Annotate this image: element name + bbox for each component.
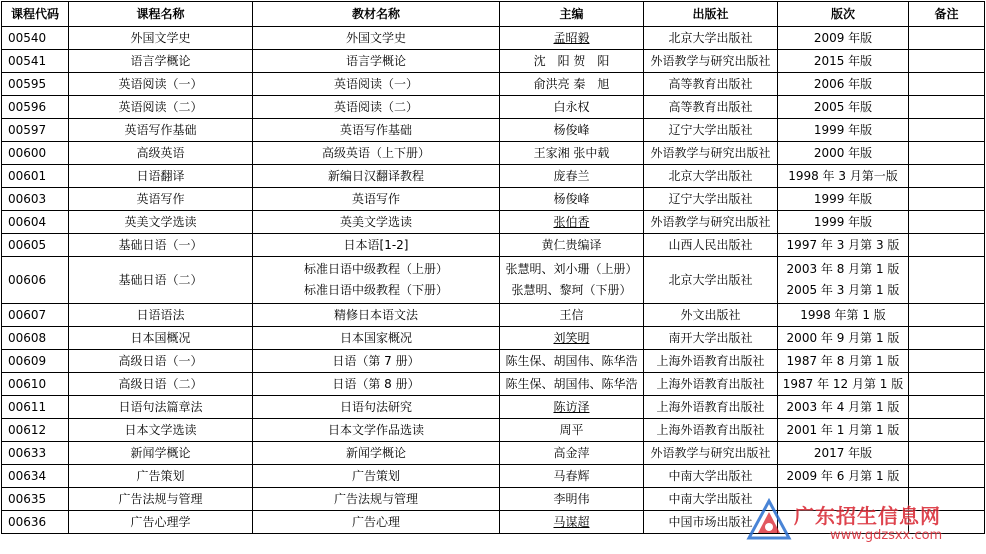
cell-edition: 2006 年版 bbox=[778, 73, 909, 96]
cell-code: 00595 bbox=[2, 73, 69, 96]
cell-code: 00604 bbox=[2, 211, 69, 234]
cell-note bbox=[909, 396, 985, 419]
cell-code: 00600 bbox=[2, 142, 69, 165]
table-row bbox=[2, 142, 985, 165]
editor-link[interactable]: 孟昭毅 bbox=[553, 30, 590, 45]
cell-course: 日语句法篇章法 bbox=[69, 396, 253, 419]
cell-note bbox=[909, 96, 985, 119]
cell-editor: 李明伟 bbox=[500, 488, 644, 511]
cell-publisher: 上海外语教育出版社 bbox=[644, 396, 778, 419]
cell-publisher: 南开大学出版社 bbox=[644, 327, 778, 350]
cell-note bbox=[909, 442, 985, 465]
cell-editor: 王信 bbox=[500, 304, 644, 327]
cell-course: 日语语法 bbox=[69, 304, 253, 327]
cell-note bbox=[909, 465, 985, 488]
cell-code: 00607 bbox=[2, 304, 69, 327]
cell-note bbox=[909, 73, 985, 96]
cell-publisher: 中南大学出版社 bbox=[644, 465, 778, 488]
cell-course: 英语写作 bbox=[69, 188, 253, 211]
cell-note bbox=[909, 119, 985, 142]
cell-book: 日语句法研究 bbox=[253, 396, 500, 419]
cell-code: 00636 bbox=[2, 511, 69, 534]
cell-editor bbox=[500, 211, 644, 234]
cell-course: 广告策划 bbox=[69, 465, 253, 488]
cell-editor: 陈生保、胡国伟、陈华浩 bbox=[500, 373, 644, 396]
cell-publisher: 山西人民出版社 bbox=[644, 234, 778, 257]
editor-link[interactable]: 张伯香 bbox=[553, 214, 590, 229]
cell-note bbox=[909, 488, 985, 511]
edition-line: 2003 年 8 月第 1 版 bbox=[786, 262, 900, 276]
cell-code: 00635 bbox=[2, 488, 69, 511]
cell-edition bbox=[778, 257, 909, 304]
cell-publisher: 北京大学出版社 bbox=[644, 165, 778, 188]
cell-code: 00633 bbox=[2, 442, 69, 465]
cell-course: 基础日语（一） bbox=[69, 234, 253, 257]
cell-publisher: 外语教学与研究出版社 bbox=[644, 50, 778, 73]
cell-course: 基础日语（二） bbox=[69, 257, 253, 304]
header-course: 课程名称 bbox=[69, 2, 253, 27]
cell-edition: 1999 年版 bbox=[778, 119, 909, 142]
cell-note bbox=[909, 257, 985, 304]
cell-course: 英语写作基础 bbox=[69, 119, 253, 142]
cell-note bbox=[909, 373, 985, 396]
cell-publisher: 高等教育出版社 bbox=[644, 96, 778, 119]
cell-book: 英语阅读（二） bbox=[253, 96, 500, 119]
cell-edition: 1997 年 3 月第 3 版 bbox=[778, 234, 909, 257]
cell-note bbox=[909, 188, 985, 211]
table-row bbox=[2, 396, 985, 419]
cell-book: 英语阅读（一） bbox=[253, 73, 500, 96]
cell-editor: 俞洪亮 秦 旭 bbox=[500, 73, 644, 96]
cell-note bbox=[909, 419, 985, 442]
table-row bbox=[2, 27, 985, 50]
cell-editor: 白永权 bbox=[500, 96, 644, 119]
cell-publisher: 中南大学出版社 bbox=[644, 488, 778, 511]
cell-edition: 2015 年版 bbox=[778, 50, 909, 73]
table-row bbox=[2, 96, 985, 119]
cell-editor bbox=[500, 257, 644, 304]
cell-editor: 黄仁贵编译 bbox=[500, 234, 644, 257]
table-row bbox=[2, 373, 985, 396]
watermark-name: 广东招生信息网 bbox=[794, 504, 941, 528]
cell-code: 00605 bbox=[2, 234, 69, 257]
cell-editor: 陈生保、胡国伟、陈华浩 bbox=[500, 350, 644, 373]
cell-code: 00596 bbox=[2, 96, 69, 119]
cell-publisher: 辽宁大学出版社 bbox=[644, 188, 778, 211]
cell-note bbox=[909, 234, 985, 257]
table-row bbox=[2, 350, 985, 373]
cell-book: 新闻学概论 bbox=[253, 442, 500, 465]
cell-course: 高级日语（二） bbox=[69, 373, 253, 396]
cell-code: 00541 bbox=[2, 50, 69, 73]
book-line: 标准日语中级教程（下册） bbox=[303, 283, 448, 297]
cell-code: 00611 bbox=[2, 396, 69, 419]
cell-edition: 2009 年版 bbox=[778, 27, 909, 50]
cell-code: 00601 bbox=[2, 165, 69, 188]
cell-code: 00603 bbox=[2, 188, 69, 211]
cell-code: 00609 bbox=[2, 350, 69, 373]
cell-editor: 王家湘 张中载 bbox=[500, 142, 644, 165]
editor-link[interactable]: 刘笑明 bbox=[553, 330, 590, 345]
header-row bbox=[2, 2, 985, 27]
cell-book: 日本语[1-2] bbox=[253, 234, 500, 257]
cell-code: 00610 bbox=[2, 373, 69, 396]
cell-edition: 2005 年版 bbox=[778, 96, 909, 119]
cell-course: 英语阅读（二） bbox=[69, 96, 253, 119]
cell-code: 00540 bbox=[2, 27, 69, 50]
table-row bbox=[2, 50, 985, 73]
cell-note bbox=[909, 304, 985, 327]
table-row bbox=[2, 419, 985, 442]
cell-editor: 庞春兰 bbox=[500, 165, 644, 188]
cell-note bbox=[909, 50, 985, 73]
cell-edition: 1999 年版 bbox=[778, 211, 909, 234]
cell-edition bbox=[778, 488, 909, 511]
cell-publisher: 上海外语教育出版社 bbox=[644, 419, 778, 442]
cell-editor bbox=[500, 27, 644, 50]
cell-edition: 2003 年 4 月第 1 版 bbox=[778, 396, 909, 419]
textbook-table bbox=[1, 1, 985, 534]
cell-book: 英美文学选读 bbox=[253, 211, 500, 234]
table-row bbox=[2, 327, 985, 350]
cell-course: 日本文学选读 bbox=[69, 419, 253, 442]
cell-publisher: 北京大学出版社 bbox=[644, 257, 778, 304]
cell-publisher: 中国市场出版社 bbox=[644, 511, 778, 534]
cell-course: 语言学概论 bbox=[69, 50, 253, 73]
cell-course: 广告法规与管理 bbox=[69, 488, 253, 511]
header-book: 教材名称 bbox=[253, 2, 500, 27]
table-row bbox=[2, 465, 985, 488]
cell-code: 00634 bbox=[2, 465, 69, 488]
cell-editor bbox=[500, 396, 644, 419]
table-row bbox=[2, 73, 985, 96]
cell-edition: 2017 年版 bbox=[778, 442, 909, 465]
cell-book: 语言学概论 bbox=[253, 50, 500, 73]
editor-line: 张慧明、黎珂（下册） bbox=[511, 283, 632, 297]
cell-publisher: 上海外语教育出版社 bbox=[644, 373, 778, 396]
cell-editor: 高金萍 bbox=[500, 442, 644, 465]
cell-edition: 2009 年 6 月第 1 版 bbox=[778, 465, 909, 488]
cell-code: 00597 bbox=[2, 119, 69, 142]
cell-publisher: 外语教学与研究出版社 bbox=[644, 142, 778, 165]
cell-publisher: 北京大学出版社 bbox=[644, 27, 778, 50]
cell-book: 英语写作基础 bbox=[253, 119, 500, 142]
header-edition: 版次 bbox=[778, 2, 909, 27]
cell-book: 英语写作 bbox=[253, 188, 500, 211]
book-line: 标准日语中级教程（上册） bbox=[303, 262, 448, 276]
header-note: 备注 bbox=[909, 2, 985, 27]
edition-line: 2005 年 3 月第 1 版 bbox=[786, 283, 900, 297]
header-editor: 主编 bbox=[500, 2, 644, 27]
table-row bbox=[2, 211, 985, 234]
cell-publisher: 上海外语教育出版社 bbox=[644, 350, 778, 373]
watermark-url: www.gdzsxx.com bbox=[830, 528, 943, 543]
table-row bbox=[2, 165, 985, 188]
cell-editor: 杨俊峰 bbox=[500, 188, 644, 211]
cell-edition: 2000 年版 bbox=[778, 142, 909, 165]
cell-edition: 2000 年 9 月第 1 版 bbox=[778, 327, 909, 350]
cell-course: 英美文学选读 bbox=[69, 211, 253, 234]
cell-course: 日语翻译 bbox=[69, 165, 253, 188]
cell-book: 广告策划 bbox=[253, 465, 500, 488]
cell-editor: 杨俊峰 bbox=[500, 119, 644, 142]
cell-book: 日本国家概况 bbox=[253, 327, 500, 350]
editor-link[interactable]: 陈访泽 bbox=[553, 399, 590, 414]
header-code: 课程代码 bbox=[2, 2, 69, 27]
cell-edition: 1999 年版 bbox=[778, 188, 909, 211]
cell-note bbox=[909, 27, 985, 50]
cell-edition: 1987 年 8 月第 1 版 bbox=[778, 350, 909, 373]
cell-book: 精修日本语文法 bbox=[253, 304, 500, 327]
cell-course: 英语阅读（一） bbox=[69, 73, 253, 96]
cell-edition: 2001 年 1 月第 1 版 bbox=[778, 419, 909, 442]
table-row bbox=[2, 119, 985, 142]
cell-course: 外国文学史 bbox=[69, 27, 253, 50]
cell-publisher: 外语教学与研究出版社 bbox=[644, 211, 778, 234]
cell-edition: 1998 年第 1 版 bbox=[778, 304, 909, 327]
cell-course: 新闻学概论 bbox=[69, 442, 253, 465]
cell-book: 日语（第 7 册） bbox=[253, 350, 500, 373]
cell-edition bbox=[778, 511, 909, 534]
cell-editor: 沈 阳 贺 阳 bbox=[500, 50, 644, 73]
cell-book: 新编日汉翻译教程 bbox=[253, 165, 500, 188]
cell-editor: 马春辉 bbox=[500, 465, 644, 488]
table-row bbox=[2, 442, 985, 465]
cell-note bbox=[909, 142, 985, 165]
cell-editor bbox=[500, 511, 644, 534]
cell-edition: 1987 年 12 月第 1 版 bbox=[778, 373, 909, 396]
cell-book: 日本文学作品选读 bbox=[253, 419, 500, 442]
cell-course: 高级英语 bbox=[69, 142, 253, 165]
table-row bbox=[2, 188, 985, 211]
cell-code: 00612 bbox=[2, 419, 69, 442]
cell-book bbox=[253, 257, 500, 304]
cell-course: 高级日语（一） bbox=[69, 350, 253, 373]
cell-publisher: 外文出版社 bbox=[644, 304, 778, 327]
cell-note bbox=[909, 165, 985, 188]
cell-course: 日本国概况 bbox=[69, 327, 253, 350]
table-row bbox=[2, 304, 985, 327]
editor-link[interactable]: 马谋超 bbox=[553, 514, 590, 529]
table-row bbox=[2, 511, 985, 534]
cell-book: 广告心理 bbox=[253, 511, 500, 534]
cell-book: 高级英语（上下册） bbox=[253, 142, 500, 165]
cell-book: 广告法规与管理 bbox=[253, 488, 500, 511]
cell-book: 日语（第 8 册） bbox=[253, 373, 500, 396]
table-row bbox=[2, 234, 985, 257]
cell-editor: 周平 bbox=[500, 419, 644, 442]
cell-publisher: 高等教育出版社 bbox=[644, 73, 778, 96]
cell-note bbox=[909, 327, 985, 350]
editor-line: 张慧明、刘小珊（上册） bbox=[505, 262, 638, 276]
cell-note bbox=[909, 211, 985, 234]
header-publisher: 出版社 bbox=[644, 2, 778, 27]
cell-book: 外国文学史 bbox=[253, 27, 500, 50]
cell-code: 00608 bbox=[2, 327, 69, 350]
cell-edition: 1998 年 3 月第一版 bbox=[778, 165, 909, 188]
cell-publisher: 外语教学与研究出版社 bbox=[644, 442, 778, 465]
cell-editor bbox=[500, 327, 644, 350]
cell-note bbox=[909, 350, 985, 373]
cell-publisher: 辽宁大学出版社 bbox=[644, 119, 778, 142]
table-row bbox=[2, 488, 985, 511]
cell-code: 00606 bbox=[2, 257, 69, 304]
table-row bbox=[2, 257, 985, 304]
cell-course: 广告心理学 bbox=[69, 511, 253, 534]
cell-note bbox=[909, 511, 985, 534]
